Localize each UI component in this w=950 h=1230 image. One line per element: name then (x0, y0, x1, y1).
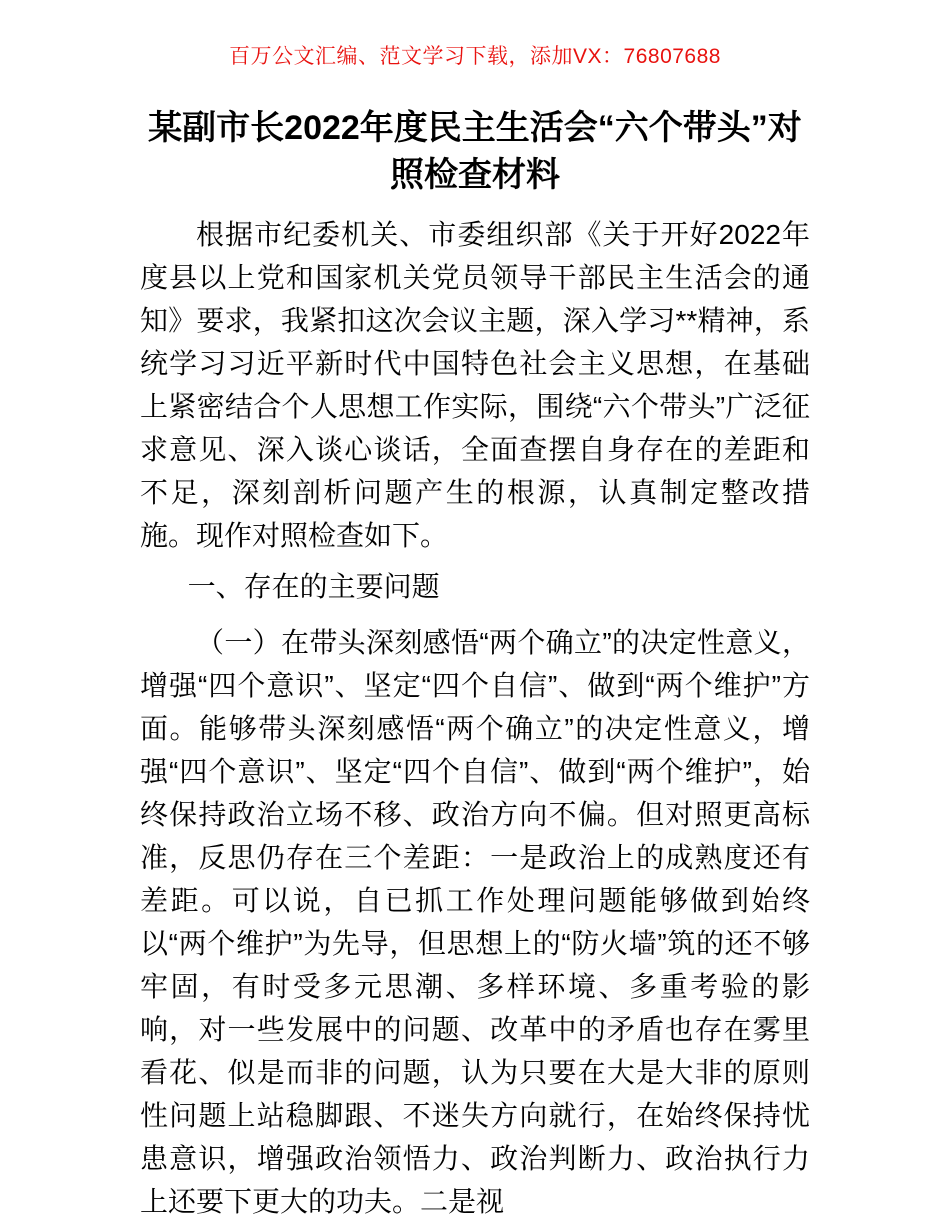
section-heading-main-problems: 一、存在的主要问题 (187, 571, 440, 602)
promo-watermark-text: 百万公文汇编、范文学习下载，添加VX：76807688 (229, 45, 721, 68)
intro-paragraph: 根据市纪委机关、市委组织部《关于开好2022年度县以上党和国家机关党员领导干部民主生活会的通知》要求，我紧扣这次会议主题，深入学习**精神，系统学习习近平新时代中国特色社会主义思想，在基础上紧密结合个人思想工作实际，围绕“六个带头”广泛征求意见、深入谈心谈话，全面查摆自身存在的差距和不足，深刻剖析问题产生的根源，认真制定整改措施。现作对照检查如下。 (140, 219, 810, 551)
document-title: 某副市长2022年度民主生活会“六个带头”对照检查材料 (148, 109, 802, 194)
paragraph-one: （一）在带头深刻感悟“两个确立”的决定性意义，增强“四个意识”、坚定“四个自信”、做到“两个维护”方面。能够带头深刻感悟“两个确立”的决定性意义，增强“四个意识”、坚定“四个自信”、做到“两个维护”，始终保持政治立场不移、政治方向不偏。但对照更高标准，反思仍存在三个差距：一是政治上的成熟度还有差距。可以说，自已抓工作处理问题能够做到始终以“两个维护”为先导，但思想上的“防火墙”筑的还不够牢固，有时受多元思潮、多样环境、多重考验的影响，对一些发展中的问题、改革中的矛盾也存在雾里看花、似是而非的问题，认为只要在大是大非的原则性问题上站稳脚跟、不迷失方向就行，在始终保持忧患意识，增强政治领悟力、政治判断力、政治执行力上还要下更大的功夫。二是视 (140, 627, 810, 1217)
